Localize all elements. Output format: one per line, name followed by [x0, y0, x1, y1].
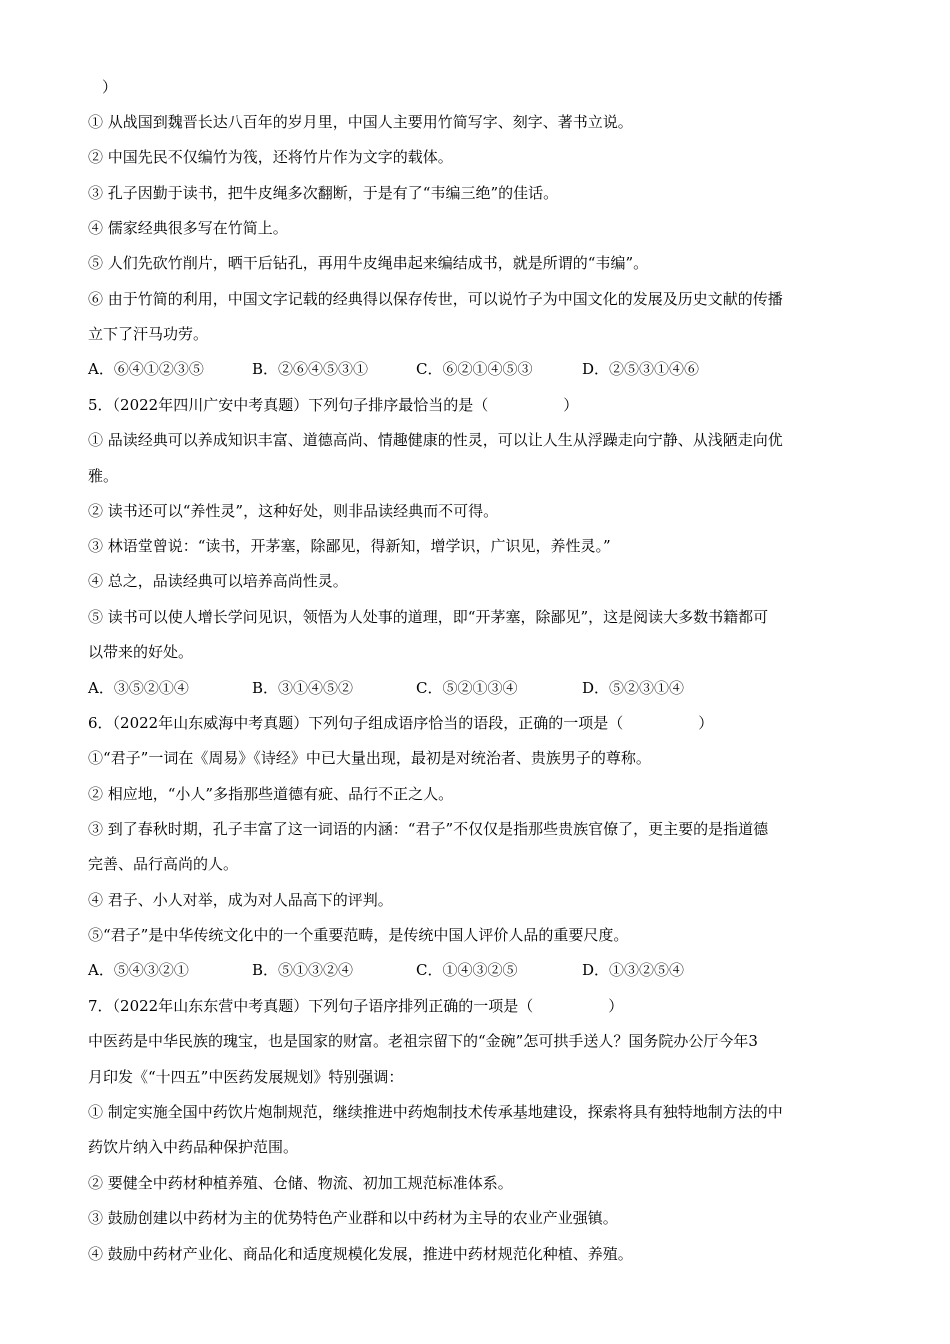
q7-intro: 中医药是中华民族的瑰宝，也是国家的财富。老祖宗留下的“金碗”怎可拱手送人？国务院办公厅今年3: [88, 1032, 758, 1050]
q5-item-1: ① 品读经典可以养成知识丰富、道德高尚、情趣健康的性灵，可以让人生从浮躁走向宁静、从浅陋走向优: [88, 431, 783, 449]
q5-item-4: ④ 总之，品读经典可以培养高尚性灵。: [88, 572, 348, 590]
q6-option-a: A．⑤④③②①: [88, 961, 189, 979]
q4-item-4: ④ 儒家经典很多写在竹简上。: [88, 219, 288, 237]
q6-item-3: ③ 到了春秋时期，孔子丰富了这一词语的内涵：“君子”不仅仅是指那些贵族官僚了，更主要的是指道德: [88, 820, 769, 838]
q5-item-3: ③ 林语堂曾说：“读书，开茅塞，除鄙见，得新知，增学识，广识见，养性灵。”: [88, 537, 611, 555]
q4-option-b: B．②⑥④⑤③①: [252, 360, 369, 378]
q4-option-c: C．⑥②①④⑤③: [416, 360, 533, 378]
q6-item-1: ①“君子”一词在《周易》《诗经》中已大量出现，最初是对统治者、贵族男子的尊称。: [88, 749, 651, 767]
q6-stem: 6．（2022年山东威海中考真题）下列句子组成语序恰当的语段，正确的一项是（ ）: [88, 714, 714, 732]
q7-item-1: ① 制定实施全国中药饮片炮制规范，继续推进中药炮制技术传承基地建设，探索将具有独特地制方法的中: [88, 1103, 783, 1121]
q7-item-2: ② 要健全中药材种植养殖、仓储、物流、初加工规范标准体系。: [88, 1174, 513, 1192]
q6-options: [88, 959, 684, 981]
q4-item-1: ① 从战国到魏晋长达八百年的岁月里，中国人主要用竹简写字、刻字、著书立说。: [88, 113, 633, 131]
q4-paren-close: ）: [102, 78, 118, 96]
q5-stem: 5．（2022年四川广安中考真题）下列句子排序最恰当的是（ ）: [88, 396, 579, 414]
q5-option-a: A．③⑤②①④: [88, 679, 189, 697]
q6-item-4: ④ 君子、小人对举，成为对人品高下的评判。: [88, 891, 393, 909]
q7-stem: 7．（2022年山东东营中考真题）下列句子语序排列正确的一项是（ ）: [88, 997, 624, 1015]
q5-option-d: D．⑤②③①④: [582, 679, 685, 697]
q4-item-2: ② 中国先民不仅编竹为筏，还将竹片作为文字的载体。: [88, 148, 453, 166]
q4-options: [88, 358, 699, 380]
q6-option-b: B．⑤①③②④: [252, 961, 354, 979]
q4-item-5: ⑤ 人们先砍竹削片，晒干后钻孔，再用牛皮绳串起来编结成书，就是所谓的“韦编”。: [88, 254, 649, 272]
q6-item-2: ② 相应地，“小人”多指那些道德有疵、品行不正之人。: [88, 785, 454, 803]
q5-item-5-cont: 以带来的好处。: [88, 643, 194, 661]
q7-intro-cont: 月印发《“十四五”中医药发展规划》特别强调：: [88, 1068, 404, 1086]
q5-option-c: C．⑤②①③④: [416, 679, 518, 697]
q4-item-6: ⑥ 由于竹简的利用，中国文字记载的经典得以保存传世，可以说竹子为中国文化的发展及历史文献的传播: [88, 290, 783, 308]
q4-item-3: ③ 孔子因勤于读书，把牛皮绳多次翻断，于是有了“韦编三绝”的佳话。: [88, 184, 559, 202]
q4-item-6-cont: 立下了汗马功劳。: [88, 325, 209, 343]
q6-option-c: C．①④③②⑤: [416, 961, 518, 979]
q4-option-d: D．②⑤③①④⑥: [582, 360, 700, 378]
q5-item-5: ⑤ 读书可以使人增长学问见识，领悟为人处事的道理，即“开茅塞，除鄙见”，这是阅读大多数书籍都可: [88, 608, 769, 626]
q7-item-3: ③ 鼓励创建以中药材为主的优势特色产业群和以中药材为主导的农业产业强镇。: [88, 1209, 618, 1227]
q5-item-2: ② 读书还可以“养性灵”，这种好处，则非品读经典而不可得。: [88, 502, 499, 520]
q6-item-5: ⑤“君子”是中华传统文化中的一个重要范畴，是传统中国人评价人品的重要尺度。: [88, 926, 629, 944]
q7-item-4: ④ 鼓励中药材产业化、商品化和适度规模化发展，推进中药材规范化种植、养殖。: [88, 1245, 633, 1263]
q6-item-3-cont: 完善、品行高尚的人。: [88, 855, 239, 873]
q4-option-a: A．⑥④①②③⑤: [88, 360, 204, 378]
q7-item-1-cont: 药饮片纳入中药品种保护范围。: [88, 1138, 299, 1156]
q5-item-1-cont: 雅。: [88, 467, 119, 485]
q5-options: [88, 677, 684, 699]
q6-option-d: D．①③②⑤④: [582, 961, 685, 979]
q5-option-b: B．③①④⑤②: [252, 679, 354, 697]
